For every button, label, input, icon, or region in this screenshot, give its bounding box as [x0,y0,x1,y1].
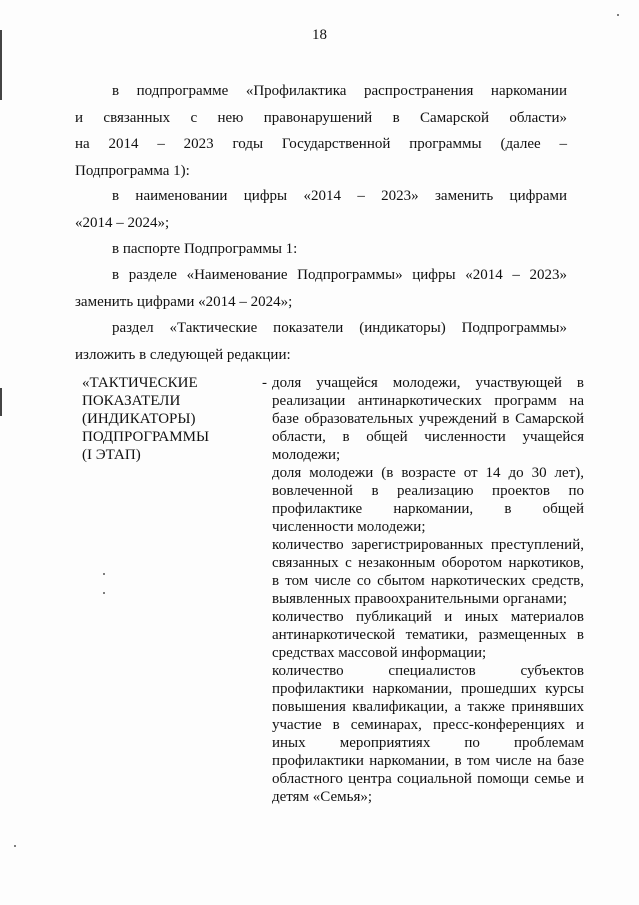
section-name-paragraph [75,262,567,315]
indicator-line: выявленных правоохранительными органами; [272,591,568,607]
indicator-line: базе образовательных учреждений в Самарской [272,411,584,427]
indicator-line: количество зарегистрированных преступлений, [272,537,584,553]
scan-speck [617,14,619,16]
indicator-line: профилактики наркомании, в том числе на базе [272,753,584,769]
text-line: в паспорте Подпрограммы 1: [112,241,298,257]
indicator-line: области, в общей численности учащейся [272,429,584,445]
intro-paragraph [75,78,567,184]
text-line: и связанных с нею правонарушений в Самарской области» [75,109,567,126]
indicator-line: профилактики наркомании, прошедших курсы [272,681,584,697]
indicator-line: численности молодежи; [272,519,426,535]
indicator-line: связанных с незаконным оборотом наркотиков, [272,555,584,571]
indicator-line: доля молодежи (в возрасте от 14 до 30 лет), [272,465,584,481]
indicator-line: количество специалистов субъектов [272,663,584,679]
page-number: 18 [312,27,327,43]
heading-line: ПОДПРОГРАММЫ [82,429,210,445]
indicator-line: иных мероприятиях по проблемам [272,735,584,751]
heading-line: (I ЭТАП) [82,447,141,463]
passport-paragraph [75,236,567,263]
indicator-line: антинаркотической тематики, размещенных в [272,627,584,643]
scan-edge-mark [0,388,2,416]
indicator-line: молодежи; [272,447,341,463]
heading-line: (ИНДИКАТОРЫ) [82,411,196,427]
indicator-line: детям «Семья»; [272,789,373,805]
scan-speck [103,592,105,594]
indicator-line: вовлеченной в реализацию проектов по [272,483,584,499]
indicators-table-heading [82,374,242,464]
section-indicators-paragraph [75,315,567,368]
text-line: изложить в следующей редакции: [75,346,291,363]
heading-line: «ТАКТИЧЕСКИЕ [82,375,198,391]
scan-speck [14,845,16,847]
heading-line: ПОКАЗАТЕЛИ [82,393,181,409]
text-line: «2014 – 2024»; [75,214,170,231]
text-line: в подпрограмме «Профилактика распространения наркомании [112,83,567,99]
indicator-line: средствах массовой информации; [272,645,487,661]
indicator-line: областного центра социальной помощи семье и [272,771,584,787]
rename-paragraph [75,183,567,236]
text-line: в разделе «Наименование Подпрограммы» цифры «2014 – 2023» [112,267,567,283]
indicator-line: доля учащейся молодежи, участвующей в [272,375,584,391]
indicators-list [272,374,584,806]
scan-speck [103,573,105,575]
indicator-line: в том числе со сбытом наркотических средств, [272,573,584,589]
indicator-line: профилактике наркомании, в общей [272,501,584,517]
text-line: Подпрограмма 1): [75,162,190,179]
text-line: на 2014 – 2023 годы Государственной программы (далее – [75,136,567,152]
text-line: в наименовании цифры «2014 – 2023» заменить цифрами [112,188,567,204]
text-line: заменить цифрами «2014 – 2024»; [75,293,293,310]
indicator-line: повышения квалификации, а также принявших [272,699,584,715]
indicator-line: количество публикаций и иных материалов [272,609,584,625]
indicator-line: реализации антинаркотических программ на [272,393,584,409]
indicator-line: участие в семинарах, пресс-конференциях и [272,717,584,733]
text-line: раздел «Тактические показатели (индикаторы) Подпрограммы» [112,320,567,336]
table-dash: - [262,375,267,391]
